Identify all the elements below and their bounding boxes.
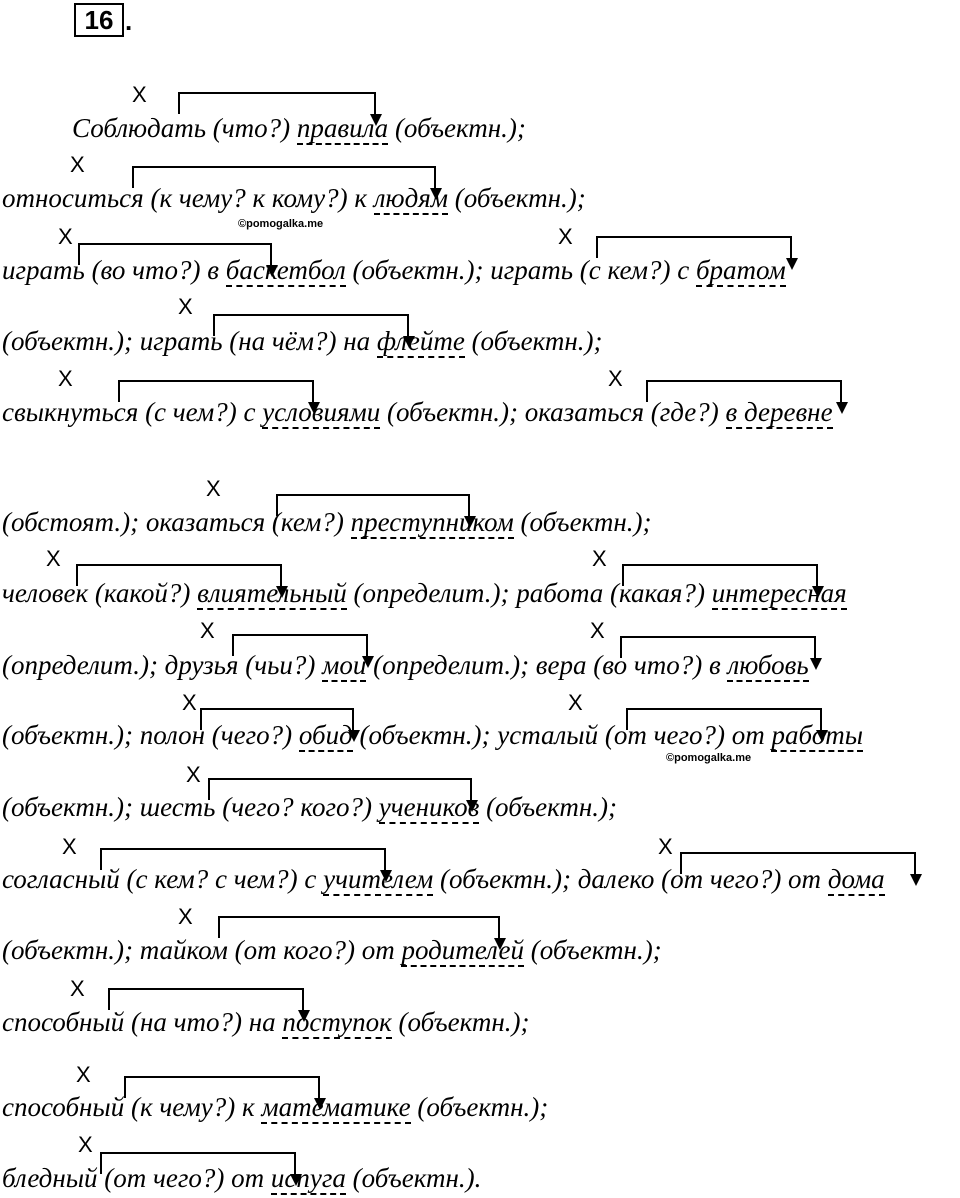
- underlined-word: учителем: [323, 864, 434, 894]
- x-marker: X: [62, 834, 77, 859]
- underlined-word: работы: [771, 720, 863, 750]
- text-segment: (объектн.);: [513, 507, 652, 537]
- connector-arrow: [596, 236, 792, 258]
- text-segment: способный (на что?) на: [2, 1007, 283, 1037]
- underlined-word: мои: [322, 650, 367, 680]
- x-marker: X: [608, 366, 623, 391]
- x-marker: X: [76, 1062, 91, 1087]
- x-marker: X: [568, 690, 583, 715]
- underlined-word: родителей: [401, 935, 524, 965]
- connector-arrow: [78, 243, 272, 265]
- text-segment: Соблюдать (что?): [72, 113, 297, 143]
- connector-arrow: [213, 314, 409, 336]
- x-marker: X: [182, 690, 197, 715]
- connector-arrow: [178, 92, 376, 114]
- text-segment: (объектн.);: [464, 326, 603, 356]
- x-marker: X: [70, 152, 85, 177]
- x-marker: X: [186, 762, 201, 787]
- underlined-word: условиями: [262, 397, 381, 427]
- connector-arrow: [276, 494, 470, 516]
- underlined-word: в деревне: [725, 397, 833, 427]
- x-marker: X: [70, 976, 85, 1001]
- text-segment: (объектн.);: [479, 792, 618, 822]
- underlined-word: испуга: [270, 1163, 346, 1193]
- watermark: ©pomogalka.me: [238, 218, 324, 230]
- connector-arrow: [622, 564, 818, 586]
- text-segment: (объектн.);: [523, 935, 662, 965]
- x-marker: X: [58, 366, 73, 391]
- text-segment: (объектн.);: [388, 113, 526, 143]
- connector-arrow: [118, 380, 314, 402]
- x-marker: X: [46, 546, 61, 571]
- underlined-word: интересная: [711, 578, 847, 608]
- watermark: ©pomogalka.me: [666, 752, 752, 764]
- exercise-number: 16: [74, 3, 124, 37]
- underlined-word: братом: [695, 255, 786, 285]
- connector-arrow: [680, 852, 916, 874]
- text-segment: (объектн.); играть (с кем?) с: [345, 255, 696, 285]
- underlined-word: дома: [827, 864, 885, 894]
- text-segment: относиться (к чему? к кому?) к: [2, 183, 374, 213]
- text-segment: (объектн.).: [345, 1163, 482, 1193]
- x-marker: X: [658, 834, 673, 859]
- text-segment: (объектн.); тайком (от кого?) от: [2, 935, 402, 965]
- text-segment: играть (во что?) в: [2, 255, 226, 285]
- connector-arrow: [124, 1076, 320, 1098]
- text-line: [72, 113, 526, 143]
- connector-arrow: [232, 634, 368, 656]
- x-marker: X: [178, 294, 193, 319]
- underlined-word: математике: [261, 1092, 411, 1122]
- text-segment: (определит.); друзья (чьи?): [2, 650, 323, 680]
- text-segment: (определит.); вера (во что?) в: [366, 650, 728, 680]
- x-marker: X: [178, 904, 193, 929]
- text-segment: способный (к чему?) к: [2, 1092, 262, 1122]
- underlined-word: людям: [373, 183, 449, 213]
- text-segment: бледный (от чего?) от: [2, 1163, 271, 1193]
- x-marker: X: [200, 618, 215, 643]
- text-segment: (обстоят.); оказаться (кем?): [2, 507, 351, 537]
- connector-arrow: [132, 166, 436, 188]
- text-segment: (определит.); работа (какая?): [346, 578, 712, 608]
- underlined-word: обид: [298, 720, 353, 750]
- x-marker: X: [592, 546, 607, 571]
- underlined-word: учеников: [378, 792, 480, 822]
- exercise-number-dot: .: [125, 6, 133, 36]
- connector-arrow: [100, 1152, 296, 1174]
- connector-arrow: [646, 380, 842, 402]
- connector-arrow: [626, 708, 822, 730]
- connector-arrow: [76, 564, 282, 586]
- text-segment: свыкнуться (с чем?) с: [2, 397, 263, 427]
- text-segment: (объектн.); полон (чего?): [2, 720, 299, 750]
- connector-arrow: [108, 988, 304, 1010]
- text-segment: (объектн.);: [391, 1007, 530, 1037]
- underlined-word: баскетбол: [225, 255, 346, 285]
- text-segment: (объектн.); шесть (чего? кого?): [2, 792, 379, 822]
- text-line: [2, 935, 662, 965]
- connector-arrow: [218, 916, 500, 938]
- text-segment: согласный (с кем? с чем?) с: [2, 864, 324, 894]
- underlined-word: поступок: [282, 1007, 392, 1037]
- x-marker: X: [58, 224, 73, 249]
- x-marker: X: [558, 224, 573, 249]
- text-segment: (объектн.); играть (на чём?) на: [2, 326, 377, 356]
- connector-arrow: [208, 778, 472, 800]
- text-segment: (объектн.);: [448, 183, 586, 213]
- text-segment: (объектн.);: [410, 1092, 549, 1122]
- x-marker: X: [590, 618, 605, 643]
- text-segment: человек (какой?): [2, 578, 198, 608]
- connector-arrow: [200, 708, 354, 730]
- text-line: [2, 1007, 530, 1037]
- connector-arrow: [620, 636, 816, 658]
- connector-arrow: [100, 848, 386, 870]
- underlined-word: преступником: [350, 507, 514, 537]
- underlined-word: правила: [296, 113, 389, 143]
- underlined-word: любовь: [727, 650, 809, 680]
- underlined-word: флейте: [376, 326, 465, 356]
- x-marker: X: [206, 476, 221, 501]
- text-segment: (объектн.); оказаться (где?): [380, 397, 726, 427]
- underlined-word: влиятельный: [197, 578, 347, 608]
- x-marker: X: [78, 1132, 93, 1157]
- text-segment: (объектн.); далеко (от чего?) от: [433, 864, 828, 894]
- x-marker: X: [132, 82, 147, 107]
- text-segment: (объектн.); усталый (от чего?) от: [352, 720, 772, 750]
